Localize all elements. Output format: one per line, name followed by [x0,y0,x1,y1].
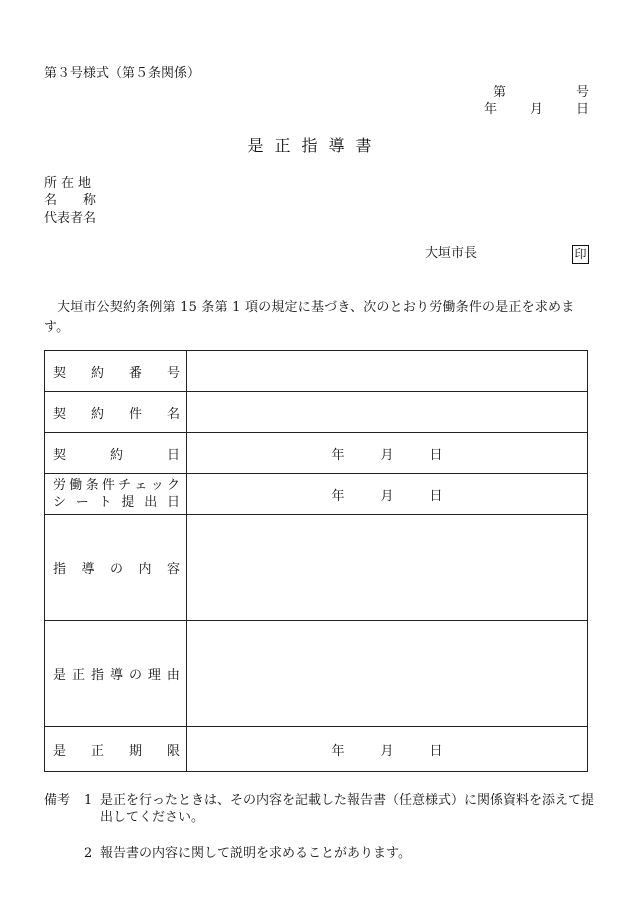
document-number [493,86,589,99]
contract-number-label: 契 約 番 号 [53,365,180,381]
recipient-name-char-2: 称 [83,193,97,208]
body-text: 大垣市公契約条例第 15 条第 1 項の規定に基づき、次のとおり労働条件の是正を求めます。 [44,300,575,335]
recipient-name-char-1: 名 [44,193,58,208]
contract-name-value [187,392,588,433]
deadline-value [187,727,588,772]
date-day: 日 [429,447,443,463]
date-year: 年 [331,743,345,759]
table-row [45,392,588,433]
note-item [44,792,604,826]
date-month: 月 [380,743,394,759]
doc-number-suffix: 号 [575,85,589,100]
note-number: 2 [84,846,93,861]
doc-date-year: 年 [483,102,497,117]
guidance-reason-value [187,621,588,727]
checksheet-label-line-2: シ ー ト 提 出 日 [53,495,180,510]
table-row [45,351,588,392]
form-number: 第３号様式（第５条関係） [44,66,201,81]
issuer-mayor: 大垣市長 [425,246,478,261]
note-number: 1 [84,793,93,808]
doc-number-prefix: 第 [492,85,506,100]
guidance-content-value [187,515,588,621]
deadline-label: 是 正 期 限 [53,743,180,759]
doc-date-day: 日 [575,102,589,117]
recipient-name-label [44,194,96,207]
date-day: 日 [429,488,443,504]
guidance-table [44,350,588,772]
date-year: 年 [331,447,345,463]
guidance-content-label: 指 導 の 内 容 [53,562,180,577]
date-year: 年 [331,488,345,504]
date-day: 日 [429,743,443,759]
notes-section [44,792,604,862]
date-month: 月 [380,447,394,463]
notes-heading: 備考 [44,793,71,808]
table-row [45,433,588,474]
note-text: 是正を行ったときは、その内容を記載した報告書（任意様式）に関係資料を添えて提出してください。 [100,793,595,825]
seal-mark: 印 [572,245,589,264]
table-row [45,515,588,621]
contract-name-label: 契 約 件 名 [53,406,180,422]
recipient-representative-label: 代表者名 [44,211,97,226]
doc-date-month: 月 [529,102,543,117]
checksheet-label-line-1: 労 働 条 件 チ ェ ッ ク [53,478,180,493]
contract-number-value [187,351,588,392]
checksheet-date-value [187,474,588,515]
guidance-reason-label: 是 正 指 導 の 理 由 [53,668,180,683]
table-row [45,474,588,515]
table-row [45,727,588,772]
table-row [45,621,588,727]
contract-date-value [187,433,588,474]
note-item [44,845,604,862]
date-month: 月 [380,488,394,504]
recipient-location-label: 所在地 [44,176,96,191]
document-title: 是正指導書 [247,136,383,155]
document-date [484,103,589,116]
contract-date-label: 契 約 日 [53,447,180,463]
note-text: 報告書の内容に関して説明を求めることがあります。 [100,846,411,861]
